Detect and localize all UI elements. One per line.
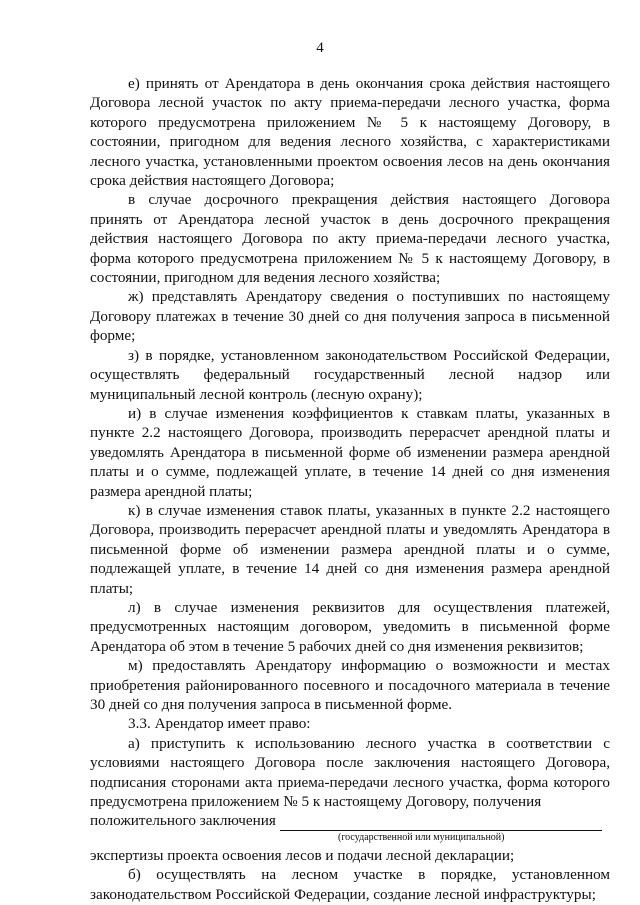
fill-in-caption: (государственной или муниципальной) [338, 831, 505, 843]
fill-label: положительного заключения [90, 812, 276, 830]
paragraph-i: и) в случае изменения коэффициентов к ставкам платы, указанных в пункте 2.2 настоящего Договора, производить перерасчет арендной платы и уведомлять Арендатора в письменной форме об изменении размера арендной платы и о сумме, подлежащей уплате, в течение 14 дней со дня изменения размера арендной платы; [90, 404, 610, 500]
fill-in-row [90, 811, 610, 830]
paragraph-a-continuation: экспертизы проекта освоения лесов и подачи лесной декларации; [90, 846, 515, 864]
paragraph-l: л) в случае изменения реквизитов для осуществления платежей, предусмотренных настоящим договором, уведомить в письменной форме Арендатора об этом в течение 5 рабочих дней со дня изменения реквизитов; [90, 598, 610, 655]
paragraph-early-termination: в случае досрочного прекращения действия настоящего Договора принять от Арендатора лесной участок в день досрочного прекращения действия настоящего Договора по акту приема-передачи лесного участка, форма которого предусмотрена приложением № 5 к настоящему Договору, в состоянии, пригодном для ведения лесного хозяйства; [90, 191, 610, 287]
fill-in-blank-line [280, 816, 602, 831]
paragraph-z: з) в порядке, установленном законодательством Российской Федерации, осуществлять федеральный государственный лесной надзор или муниципальный лесной контроль (лесную охрану); [90, 346, 610, 403]
document-body [90, 74, 610, 904]
section-heading-3-3: 3.3. Арендатор имеет право: [128, 715, 311, 733]
paragraph-e: е) принять от Арендатора в день окончания срока действия настоящего Договора лесной участок по акту приема-передачи лесного участка, форма которого предусмотрена приложением № 5 к настоящему Договору, в состоянии, пригодном для ведения лесного хозяйства, с характеристиками лесного участка, установленными проектом освоения лесов на день окончания срока действия настоящего Договора; [90, 75, 610, 190]
paragraph-a: а) приступить к использованию лесного участка в соответствии с условиями настоящего Договора после заключения настоящего Договора, подписания сторонами акта приема-передачи лесного участка, форма которого предусмотрена приложением № 5 к настоящему Договору, получения [90, 734, 610, 811]
paragraph-m: м) предоставлять Арендатору информацию о возможности и местах приобретения районированного посевного и посадочного материала в течение 30 дней со дня получения запроса в письменной форме. [90, 657, 610, 713]
page-number: 4 [316, 40, 324, 56]
paragraph-k: к) в случае изменения ставок платы, указанных в пункте 2.2 настоящего Договора, производить перерасчет арендной платы и уведомлять Арендатора в письменной форме об изменении размера арендной платы и о сумме, подлежащей уплате, в течение 14 дней со дня изменения размера арендной платы; [90, 501, 610, 597]
paragraph-zh: ж) представлять Арендатору сведения о поступивших по настоящему Договору платежах в течение 30 дней со дня получения запроса в письменной форме; [90, 288, 610, 345]
paragraph-b: б) осуществлять на лесном участке в порядке, установленном законодательством Российской Федерации, создание лесной инфраструктуры; [90, 866, 610, 903]
